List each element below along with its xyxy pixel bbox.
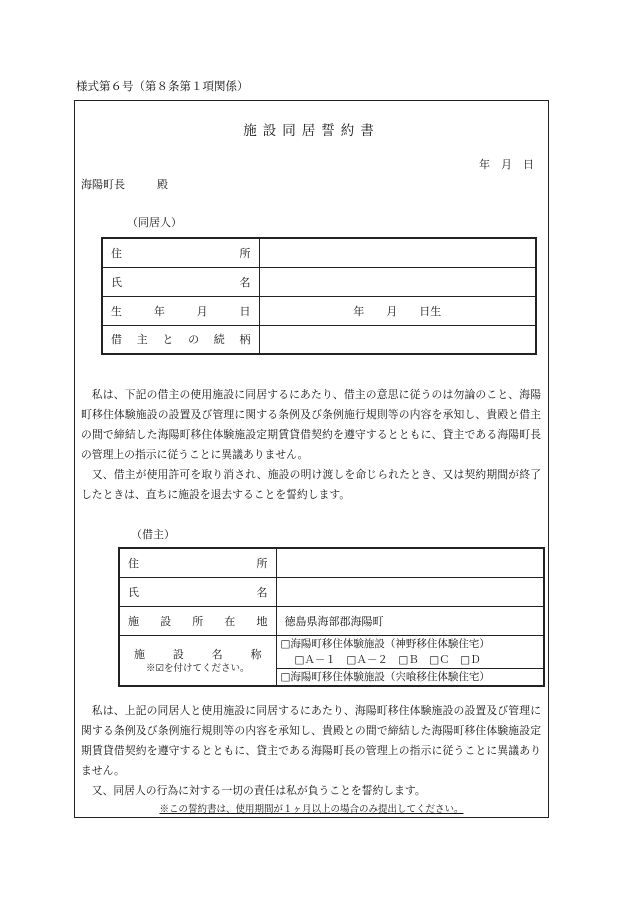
cohabitant-address-label: 住所 <box>102 238 259 267</box>
borrower-name-label: 氏名 <box>119 577 276 606</box>
borrower-section-label: （借主） <box>131 528 175 541</box>
cohabitant-address-field[interactable] <box>259 238 536 267</box>
borrower-pledge-paragraph-1: 私は、上記の同居人と使用施設に同居するにあたり、海陽町移住体験施設の設置及び管理に関する条例及び条例施行規則等の内容を承知し、貴殿との間で締結した海陽町移住体験施設定期賃貸借契約を遵守するとともに、貸主である海陽町長の管理上の指示に従うことに異議ありません。 <box>81 704 541 777</box>
addressee-honorific: 殿 <box>157 178 168 191</box>
borrower-table <box>118 547 545 687</box>
facility-name-label-cell <box>119 635 276 686</box>
footnote-text: ※この誓約書は、使用期間が１ヶ月以上の場合のみ提出してください。 <box>159 804 464 815</box>
facility-option-kouno[interactable]: □海陽町移住体験施設（神野移住体験住宅） <box>280 637 490 650</box>
facility-location-label: 施設所在地 <box>119 606 276 635</box>
document-title: 施設同居誓約書 <box>243 123 380 139</box>
cohabitant-relationship-label: 借主との続柄 <box>102 325 259 354</box>
addressee-name: 海陽町長 <box>81 178 125 191</box>
cohabitant-pledge-paragraph-1: 私は、下記の借主の使用施設に同居するにあたり、借主の意思に従うのは勿論のこと、海陽町移住体験施設の設置及び管理に関する条例及び条例施行規則等の内容を承知し、貴殿と借主の間で締結した海陽町移住体験施設定期賃貸借契約を遵守するとともに、貸主である海陽町長の管理上の指示に従うことに異議ありません。 <box>81 388 541 461</box>
borrower-address-label: 住所 <box>119 548 276 577</box>
cohabitant-birthdate-field[interactable]: 年 月 日生 <box>259 296 536 325</box>
facility-checkbox-note: ※☑を付けてください。 <box>145 662 250 674</box>
cohabitant-name-label: 氏名 <box>102 267 259 296</box>
cohabitant-birthdate-label: 生年月日 <box>102 296 259 325</box>
borrower-address-field[interactable] <box>276 548 544 577</box>
facility-location-value: 徳島県海部郡海陽町 <box>276 606 544 635</box>
cohabitant-pledge-paragraph-2: 又、借主が使用許可を取り消され、施設の明け渡しを命じられたとき、又は契約期間が終了したときは、直ちに施設を退去することを誓約します。 <box>81 468 541 501</box>
table-row <box>102 325 536 354</box>
table-row <box>119 577 544 606</box>
cohabitant-relationship-field[interactable] <box>259 325 536 354</box>
facility-option-shishikui[interactable]: □海陽町移住体験施設（宍喰移住体験住宅） <box>277 668 544 685</box>
table-row <box>119 635 544 686</box>
pledge-form <box>74 100 549 818</box>
borrower-name-field[interactable] <box>276 577 544 606</box>
table-row <box>119 606 544 635</box>
addressee <box>81 176 168 192</box>
borrower-pledge-text <box>81 701 541 801</box>
cohabitant-pledge-text <box>81 385 541 505</box>
cohabitant-name-field[interactable] <box>259 267 536 296</box>
table-row <box>102 267 536 296</box>
date-line: 年 月 日 <box>479 158 534 171</box>
table-row <box>102 296 536 325</box>
form-number-label: 様式第６号（第８条第１項関係） <box>76 79 249 93</box>
footnote <box>75 801 548 815</box>
facility-suboptions[interactable]: □Ａ－１ □Ａ－２ □Ｂ □Ｃ □Ｄ <box>294 653 481 666</box>
cohabitant-section-label: （同居人） <box>127 216 182 229</box>
table-row <box>102 238 536 267</box>
borrower-pledge-paragraph-2: 又、同居人の行為に対する一切の責任は私が負うことを誓約します。 <box>91 784 426 797</box>
cohabitant-table <box>101 237 537 355</box>
table-row <box>119 548 544 577</box>
facility-name-options <box>276 635 544 686</box>
facility-name-label: 施設名称 <box>134 647 262 661</box>
